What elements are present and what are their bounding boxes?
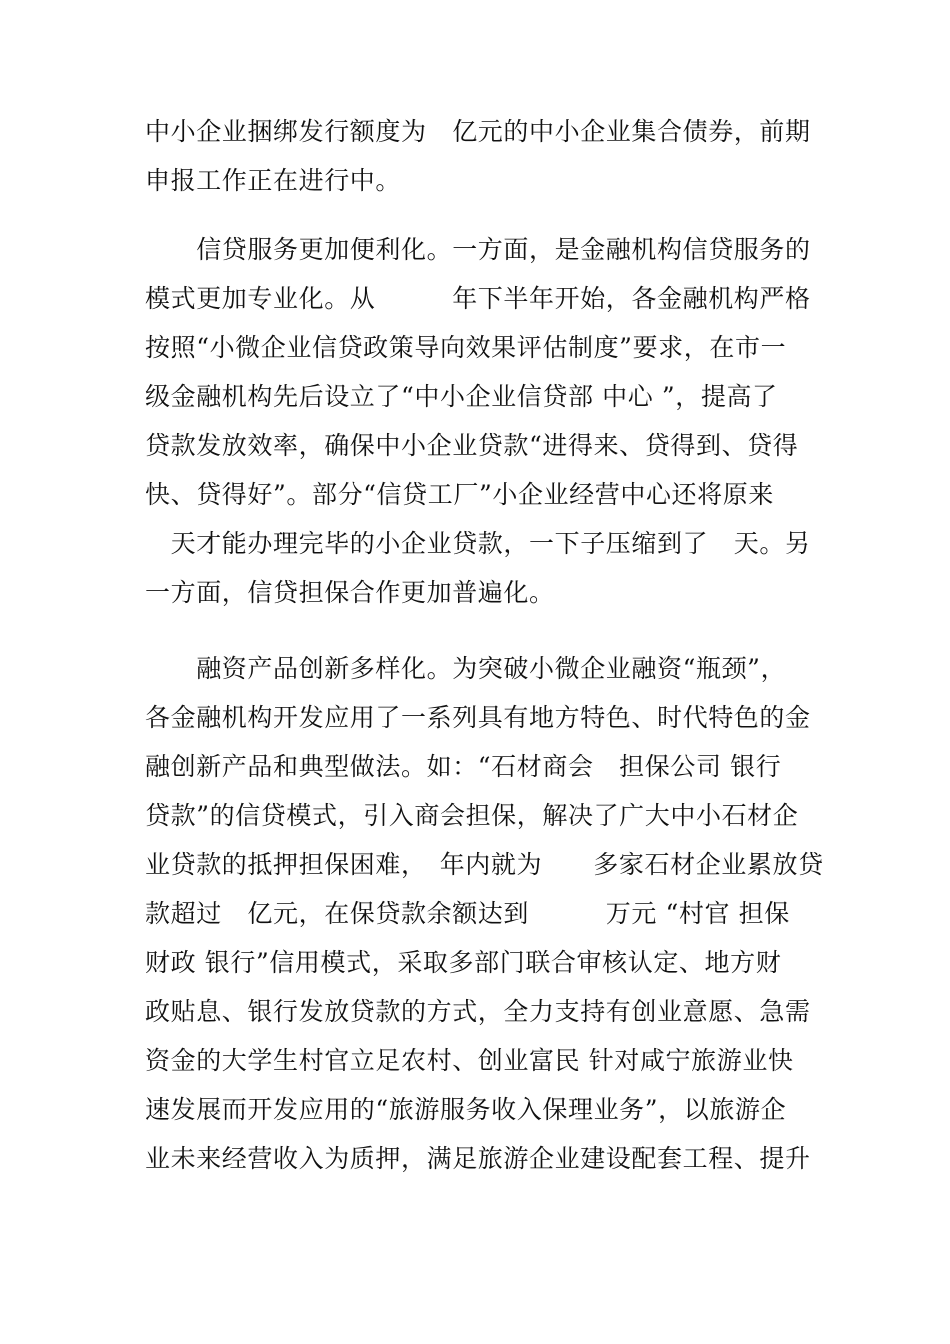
text-line: 政贴息、银行发放贷款的方式，全力支持有创业意愿、急需 [145, 997, 811, 1026]
text-line: 模式更加专业化。从 年下半年开始，各金融机构严格 [145, 284, 811, 313]
text-line: 一方面，信贷担保合作更加普遍化。 [145, 578, 555, 607]
text-line: 申报工作正在进行中。 [145, 166, 402, 195]
text-line: 贷款”的信贷模式，引入商会担保，解决了广大中小石材企 [145, 801, 799, 830]
paragraph-bond-issuance [145, 107, 825, 205]
text-line: 天才能办理完毕的小企业贷款，一下子压缩到了 天。另 [145, 529, 811, 558]
text-line: 融资产品创新多样化。为突破小微企业融资“瓶颈”， [145, 654, 787, 683]
text-line: 贷款发放效率，确保中小企业贷款“进得来、贷得到、贷得 [145, 431, 799, 460]
text-line: 按照“小微企业信贷政策导向效果评估制度”要求，在市一 [145, 333, 787, 362]
text-line: 快、贷得好”。部分“信贷工厂”小企业经营中心还将原来 [145, 480, 774, 509]
text-line: 业未来经营收入为质押，满足旅游企业建设配套工程、提升 [145, 1144, 811, 1173]
text-line: 资金的大学生村官立足农村、创业富民 针对咸宁旅游业快 [145, 1046, 794, 1075]
text-line: 业贷款的抵押担保困难， 年内就为 多家石材企业累放贷 [145, 850, 824, 879]
text-line: 各金融机构开发应用了一系列具有地方特色、时代特色的金 [145, 703, 811, 732]
text-line: 级金融机构先后设立了“中小企业信贷部 中心 ”，提高了 [145, 382, 778, 411]
paragraph-financing-products [145, 644, 825, 1183]
text-line: 融创新产品和典型做法。如：“石材商会 担保公司 银行 [145, 752, 782, 781]
text-line: 速发展而开发应用的“旅游服务收入保理业务”，以旅游企 [145, 1095, 787, 1124]
text-line: 财政 银行”信用模式，采取多部门联合审核认定、地方财 [145, 948, 782, 977]
paragraph-credit-service [145, 225, 825, 617]
text-line: 中小企业捆绑发行额度为 亿元的中小企业集合债券，前期 [145, 117, 811, 146]
text-line: 信贷服务更加便利化。一方面，是金融机构信贷服务的 [145, 235, 811, 264]
text-line: 款超过 亿元，在保贷款余额达到 万元 “村官 担保 [145, 899, 790, 928]
